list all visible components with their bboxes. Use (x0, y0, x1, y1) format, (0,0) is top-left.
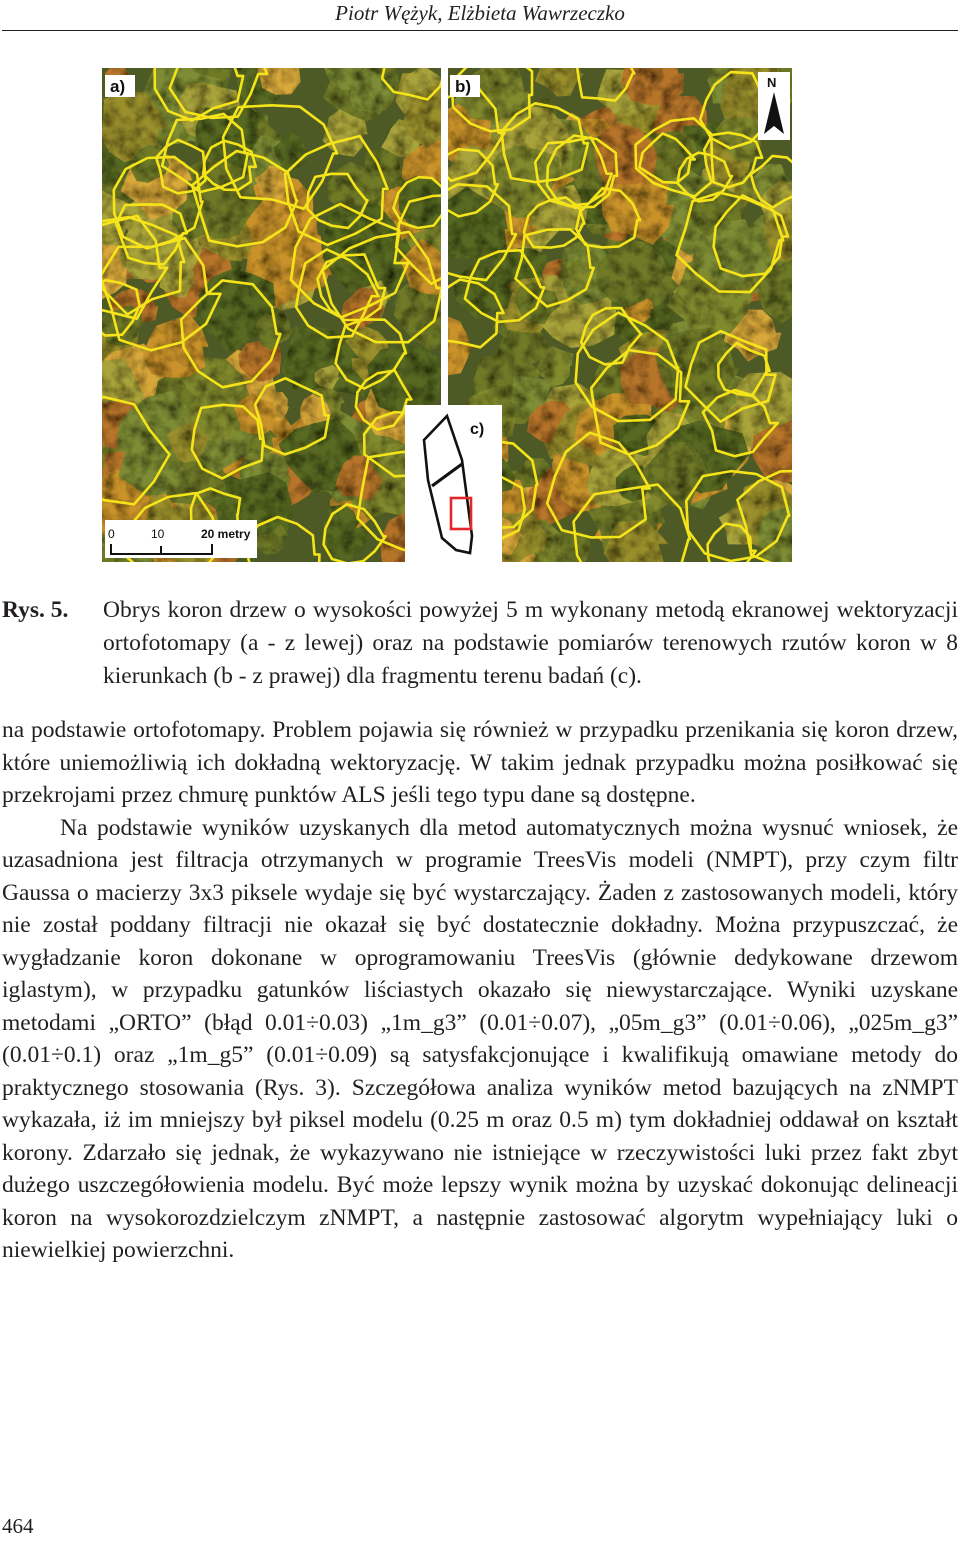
north-label: N (767, 75, 777, 90)
caption-label: Rys. 5. (2, 597, 69, 623)
scale-tick-20: 20 metry (201, 527, 251, 541)
scale-tick-0: 0 (108, 527, 115, 541)
panel-b-label: b) (455, 77, 472, 96)
panel-c-label: c) (470, 421, 485, 438)
figure-caption (2, 594, 958, 693)
figure-image (102, 68, 792, 562)
scale-bar (105, 520, 257, 558)
inset-c (405, 405, 502, 562)
figure-crown-delineation (102, 68, 792, 562)
paragraph-2: Na podstawie wyników uzyskanych dla metod automatycznych można wysnuć wniosek, że uzasadniona jest filtracja otrzymanych w programie TreesVis modeli (NMPT), przy czym filtr Gaussa o macierzy 3x3 piksele wydaje się być wystarczający. Żaden z zastosowanych modeli, który nie został poddany filtracji nie okazał się być dostatecznie dokładny. Można przypuszczać, że wygładzanie koron dokonane w oprogramowaniu TreesVis (głównie dedykowane drzewom iglastym), w przypadku gatunków liściastych okazało się niewystarczające. Wyniki uzyskane metodami „ORTO” (błąd 0.01÷0.03) „1m_g3” (0.01÷0.07), „05m_g3” (0.01÷0.06), „025m_g3” (0.01÷0.1) oraz „1m_g5” (0.01÷0.09) są satysfakcjonujące i kwalifikują omawiane metody do praktycznego stosowania (Rys. 3). Szczegółowa analiza wyników metod bazujących na zNMPT wykazała, iż im mniejszy był piksel modelu (0.25 m oraz 0.5 m) tym dokładniej oddawał on kształt korony. Zdarzało się jednak, że wykazywano nie istniejące w rzeczywistości luki przez fakt zbyt dużego uszczegółowienia modelu. Być może lepszy wynik można by uzyskać dokonując delineacji koron na wysokorozdzielczym zNMPT, a następnie zastosować algorytm wypełniający luki o niewielkiej powierzchni. (2, 814, 958, 1263)
header-rule (2, 30, 958, 31)
north-arrow (758, 72, 790, 140)
paragraph-1: na podstawie ortofotomapy. Problem pojawia się również w przypadku przenikania się koron drzew, które uniemożliwią ich dokładną wektoryzację. W takim jednak przypadku można posiłkować się przekrojami przez chmurę punktów ALS jeśli tego typu dane są dostępne. (2, 717, 958, 808)
caption-text: Obrys koron drzew o wysokości powyżej 5 m wykonany metodą ekranowej wektoryzacji ortofotomapy (a - z lewej) oraz na podstawie pomiarów terenowych rzutów koron w 8 kierunkach (b - z prawej) dla fragmentu terenu badań (c). (103, 597, 958, 689)
running-header (0, 0, 960, 30)
page-number: 464 (2, 1514, 34, 1538)
panel-b-label-box (450, 75, 480, 97)
panel-a-label: a) (110, 77, 126, 96)
body-text (2, 714, 958, 1267)
panel-a-label-box (105, 75, 135, 97)
scale-tick-10: 10 (151, 527, 165, 541)
running-title: Piotr Wężyk, Elżbieta Wawrzeczko (335, 1, 625, 25)
